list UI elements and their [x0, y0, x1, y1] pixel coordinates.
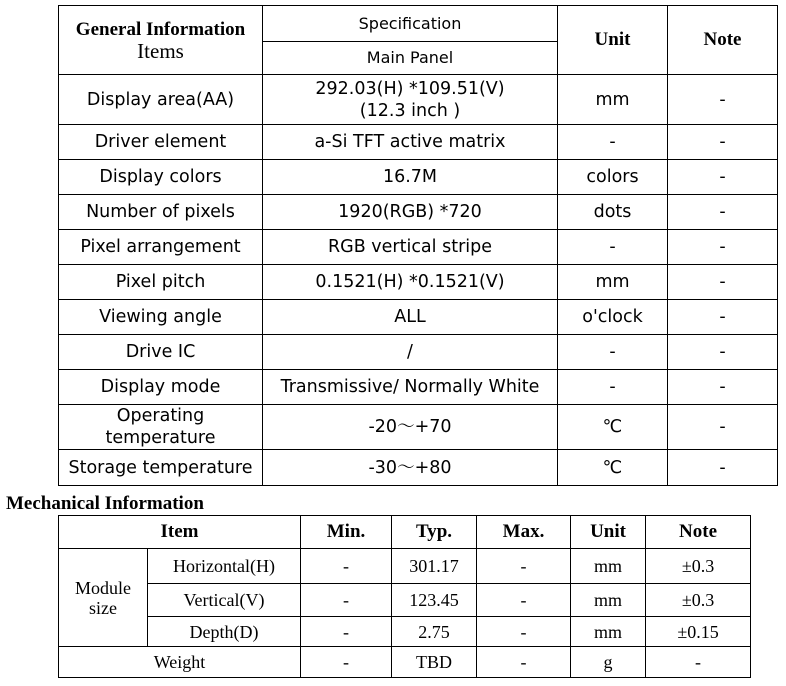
item-line: Operating	[116, 406, 205, 426]
note-cell: -	[668, 300, 778, 335]
spec-cell: a-Si TFT active matrix	[263, 125, 558, 160]
spec-cell: Transmissive/ Normally White	[263, 370, 558, 405]
note-cell: -	[668, 160, 778, 195]
spec-cell: 16.7M	[263, 160, 558, 195]
spec-cell: /	[263, 335, 558, 370]
unit-cell: -	[558, 370, 668, 405]
table-row	[59, 125, 778, 160]
spec-cell: RGB vertical stripe	[263, 230, 558, 265]
min-cell: -	[301, 584, 392, 617]
module-size-line: Module	[75, 577, 131, 598]
note-cell: -	[668, 405, 778, 450]
item-cell: Driver element	[59, 125, 263, 160]
item-cell: Display mode	[59, 370, 263, 405]
note-cell: -	[646, 647, 751, 678]
weight-cell: Weight	[59, 647, 301, 678]
min-cell: -	[301, 549, 392, 584]
item-cell: Vertical(V)	[148, 584, 301, 617]
min-cell: -	[301, 617, 392, 647]
unit-cell: -	[558, 125, 668, 160]
unit-header: Unit	[571, 516, 646, 549]
note-cell: -	[668, 75, 778, 125]
mechanical-information-table	[58, 515, 751, 678]
item-cell: Depth(D)	[148, 617, 301, 647]
spec-cell: 1920(RGB) *720	[263, 195, 558, 230]
max-header: Max.	[477, 516, 571, 549]
item-cell: Horizontal(H)	[148, 549, 301, 584]
unit-header: Unit	[558, 6, 668, 75]
note-cell: -	[668, 230, 778, 265]
unit-cell: mm	[558, 75, 668, 125]
unit-cell: mm	[571, 549, 646, 584]
item-cell: Display colors	[59, 160, 263, 195]
item-cell: Number of pixels	[59, 195, 263, 230]
item-cell: Pixel pitch	[59, 265, 263, 300]
note-cell: -	[668, 370, 778, 405]
items-header-cell	[59, 6, 263, 75]
spec-cell	[263, 75, 558, 125]
note-cell: ±0.3	[646, 549, 751, 584]
unit-cell: mm	[571, 617, 646, 647]
spec-line: 292.03(H) *109.51(V)	[315, 78, 505, 99]
general-information-title: General Information	[75, 19, 246, 40]
table-row	[59, 300, 778, 335]
table-row	[59, 647, 751, 678]
spec-cell: -30～+80	[263, 450, 558, 486]
typ-cell: 123.45	[392, 584, 477, 617]
unit-cell: -	[558, 230, 668, 265]
module-size-line: size	[89, 597, 117, 618]
table-row	[59, 450, 778, 486]
typ-header: Typ.	[392, 516, 477, 549]
unit-cell: dots	[558, 195, 668, 230]
max-cell: -	[477, 584, 571, 617]
table-row	[59, 75, 778, 125]
table-row	[59, 617, 751, 647]
items-header: Items	[137, 39, 184, 63]
item-cell: Storage temperature	[59, 450, 263, 486]
item-cell: Viewing angle	[59, 300, 263, 335]
unit-cell: ℃	[558, 450, 668, 486]
table-row	[59, 195, 778, 230]
min-header: Min.	[301, 516, 392, 549]
unit-cell: o'clock	[558, 300, 668, 335]
item-cell: Drive IC	[59, 335, 263, 370]
unit-cell: mm	[571, 584, 646, 617]
item-cell: Display area(AA)	[59, 75, 263, 125]
max-cell: -	[477, 617, 571, 647]
table-row	[59, 405, 778, 450]
specification-header: Specification	[263, 6, 558, 42]
main-panel-header: Main Panel	[263, 42, 558, 75]
max-cell: -	[477, 549, 571, 584]
spec-cell: -20～+70	[263, 405, 558, 450]
item-header: Item	[59, 516, 301, 549]
table-row	[59, 230, 778, 265]
unit-cell: colors	[558, 160, 668, 195]
typ-cell: TBD	[392, 647, 477, 678]
max-cell: -	[477, 647, 571, 678]
note-cell: -	[668, 335, 778, 370]
note-header: Note	[646, 516, 751, 549]
note-cell: -	[668, 450, 778, 486]
note-header: Note	[668, 6, 778, 75]
item-cell	[59, 405, 263, 450]
spec-cell: 0.1521(H) *0.1521(V)	[263, 265, 558, 300]
unit-cell: ℃	[558, 405, 668, 450]
spec-cell: ALL	[263, 300, 558, 335]
table-row	[59, 584, 751, 617]
table-row	[59, 549, 751, 584]
unit-cell: g	[571, 647, 646, 678]
note-cell: -	[668, 195, 778, 230]
note-cell: ±0.3	[646, 584, 751, 617]
min-cell: -	[301, 647, 392, 678]
table-row	[59, 370, 778, 405]
general-information-table	[58, 5, 778, 486]
module-size-cell	[59, 549, 148, 647]
note-cell: ±0.15	[646, 617, 751, 647]
table-row	[59, 160, 778, 195]
unit-cell: -	[558, 335, 668, 370]
typ-cell: 2.75	[392, 617, 477, 647]
unit-cell: mm	[558, 265, 668, 300]
mechanical-information-title: Mechanical Information	[6, 493, 204, 514]
typ-cell: 301.17	[392, 549, 477, 584]
note-cell: -	[668, 125, 778, 160]
table-row	[59, 265, 778, 300]
spec-line: (12.3 inch )	[359, 100, 461, 121]
note-cell: -	[668, 265, 778, 300]
table-row	[59, 335, 778, 370]
item-line: temperature	[105, 428, 216, 448]
item-cell: Pixel arrangement	[59, 230, 263, 265]
